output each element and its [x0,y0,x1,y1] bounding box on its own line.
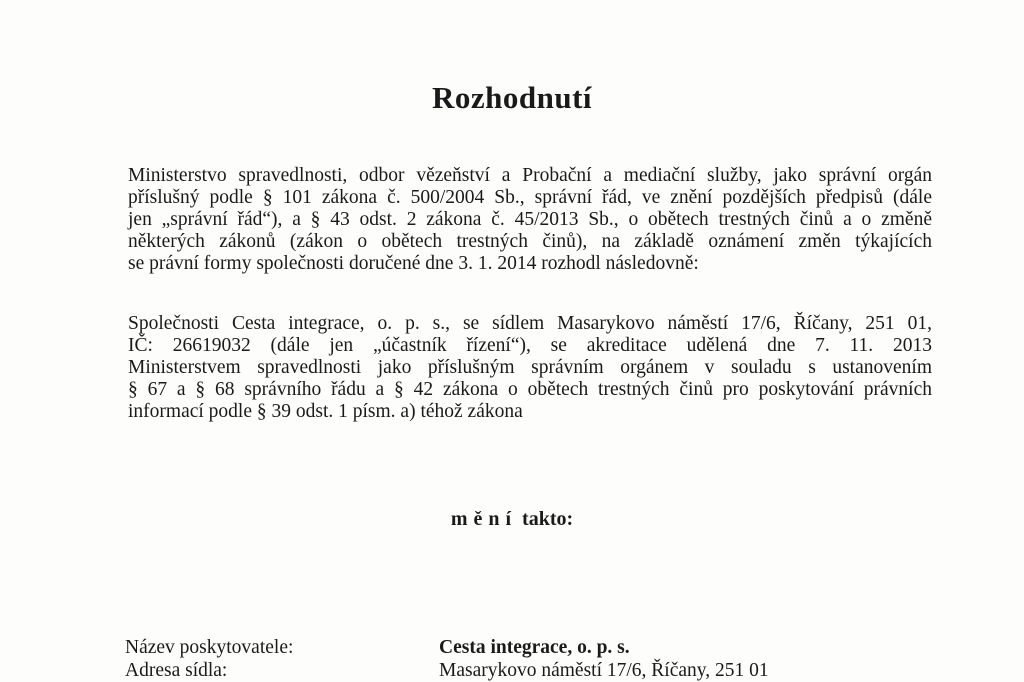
verdict-heading [0,508,1024,531]
paragraph-line: informací podle § 39 odst. 1 písm. a) téhož zákona [128,401,523,422]
provider-name-value: Cesta integrace, o. p. s. [439,637,630,658]
paragraph-line: Společnosti Cesta integrace, o. p. s., se sídlem Masarykovo náměstí 17/6, Říčany, 251 01, [128,313,932,334]
paragraph-line: § 67 a § 68 správního řádu a § 42 zákona o obětech trestných činů pro poskytování právních [128,379,932,400]
intro-paragraph [128,165,932,275]
paragraph-line: Ministerstvo spravedlnosti, odbor vězeňství a Probační a mediační služby, jako správní orgán [128,165,932,186]
address-value: Masarykovo náměstí 17/6, Říčany, 251 01 [439,660,769,681]
paragraph-line: se právní formy společnosti doručené dne 3. 1. 2014 rozhodl následovně: [128,253,699,274]
subject-paragraph [128,313,932,423]
provider-name-label: Název poskytovatele: [125,637,294,658]
verdict-rest: takto: [522,508,574,530]
address-label: Adresa sídla: [125,660,228,681]
paragraph-line: Ministerstvem spravedlnosti jako příslušným správním orgánem v souladu s ustanovením [128,357,932,378]
paragraph-line: příslušný podle § 101 zákona č. 500/2004 Sb., správní řád, ve znění pozdějších předpisů (dále [128,187,932,208]
paragraph-line: jen „správní řád“), a § 43 odst. 2 zákona č. 45/2013 Sb., o obětech trestných činů a o změně [128,209,932,230]
paragraph-line: IČ: 26619032 (dále jen „účastník řízení“), se akreditace udělená dne 7. 11. 2013 [128,335,932,356]
paragraph-line: některých zákonů (zákon o obětech trestných činů), na základě oznámení změn týkajících [128,231,932,252]
verdict-verb: mění [450,508,518,530]
document-title: Rozhodnutí [431,80,593,115]
